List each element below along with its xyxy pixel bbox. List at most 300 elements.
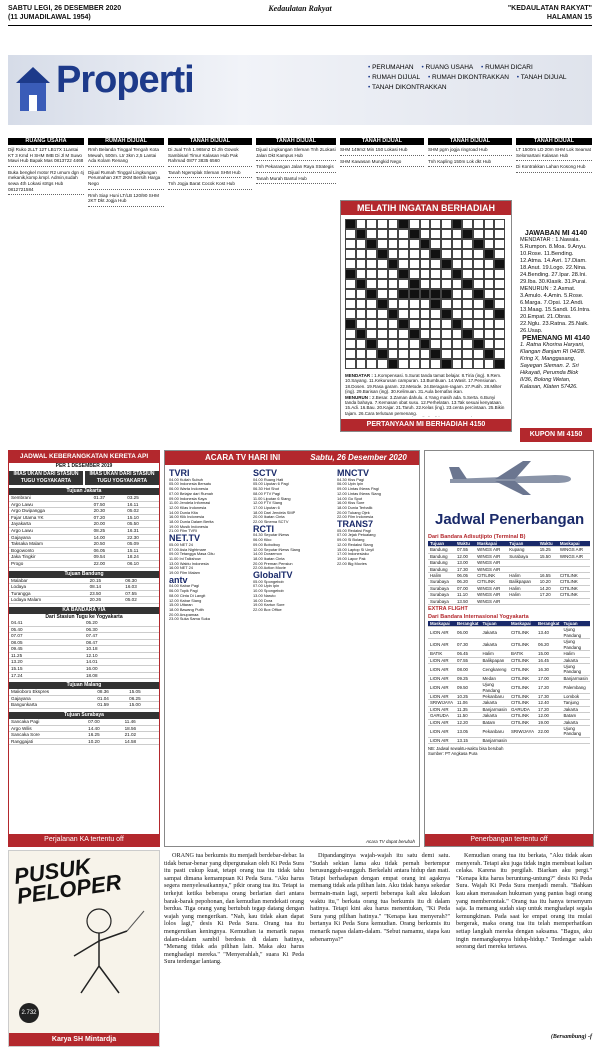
crossword-cell: [430, 289, 441, 299]
classified-ad: Rmh Belanda Tinggal Tengah Kota Mewah, 500m. Ltr 3km 2,5 Lantai Ada Kolam Renang: [88, 147, 164, 167]
table-row: [9, 554, 159, 561]
rules-label: [345, 416, 397, 417]
header-rule: [8, 25, 592, 26]
table-cell: 15.00: [127, 702, 159, 709]
program-item: 12.00 Redaksi Siang: [337, 541, 373, 547]
serial-story-illustration: [8, 850, 160, 1047]
program-item: 12.00 Lintas iNews Siang: [337, 490, 381, 496]
crossword-cell: [484, 249, 495, 259]
crossword-cell: [452, 219, 463, 229]
crossword-cell: [398, 349, 409, 359]
table-cell: 16.11: [125, 501, 159, 508]
classified-column: [516, 138, 592, 226]
extra-flight-label: EXTRA FLIGHT: [428, 606, 468, 613]
crossword-cell: [398, 219, 409, 229]
program-item: 20.00 Tukang Ojek: [337, 509, 370, 515]
issue-number: 2.732: [19, 1003, 39, 1023]
classified-ad: SHM Kawasan Mungkid Nego: [340, 159, 424, 168]
crossword-cell: [409, 359, 420, 369]
table-cell: 17.30: [455, 566, 475, 572]
crossword-cell: [356, 309, 367, 319]
table-cell: CITILINK: [509, 719, 536, 725]
table-cell: 06.30: [123, 578, 159, 584]
flight-table: [428, 621, 590, 744]
warrior-illustration-icon: [49, 901, 149, 996]
program-item: 16.00 Kiss Sore: [337, 500, 365, 506]
program-item: 08.00 FTV Pagi: [253, 490, 281, 496]
answers-panel: [520, 230, 592, 391]
crossword-cell: [409, 259, 420, 269]
table-cell: CITILINK: [509, 627, 536, 639]
story-text: Kemudian orang tua itu berkata, "Aku tidak akan menyerah. Tetapi aku juga tidak ingin membuat kalian celaka. Karena itu pergilah. Biarkan aku pergi." "Kenapa kita harus beruntung-untung?" desis Ki Peda Sura. Wajah Ki Peda Sura menjadi merah. "Bahkan kau akan merasakan hukuman yang pantas bagi orang yang memberontak." Orang tua itu hanya tersenyum saja. Ia memang sudah siap untuk menghadapi segala kemungkinan. Pada saat ke empat orang itu mulai bergerak, maka orang tua itu telah memperhatikan setiap langkah mereka dengan saksama. "Bagus, aku ingin memangkapnya hidup-hidup." Terdengar salah seorang dari mereka tertawa.: [456, 852, 592, 951]
category-item: • PERUMAHAN: [368, 64, 414, 71]
crossword-cell: [356, 339, 367, 349]
crossword-cell: [356, 229, 367, 239]
table-cell: 06.45: [455, 651, 480, 657]
table-cell: 14.58: [123, 738, 159, 745]
program-item: 15.00 Laptop Si Unyil: [337, 546, 374, 552]
crossword-cell: [388, 239, 399, 249]
table-cell: Surabaya: [507, 553, 537, 559]
program-item: 06.00 Topik Pagi: [169, 588, 198, 594]
classified-ad: Dijl Ruko 2LLT 12T LB17X 1Lantai KT 3 Kmd H SHM IMB Di Jl M Suwo Mawi Hub Bapak Mas 0813722 4468: [8, 147, 84, 167]
program-item: 09.00 Indonesia Kaya: [169, 495, 207, 501]
crossword-cell: [462, 299, 473, 309]
crossword-cell: [484, 329, 495, 339]
table-cell: 06.00: [455, 627, 480, 639]
table-header-cell: Waktu: [538, 541, 558, 547]
crossword-cell: [430, 259, 441, 269]
crossword-cell: [494, 249, 505, 259]
table-cell: GARUDA: [428, 713, 455, 719]
table-cell: 16.31: [125, 527, 159, 534]
table-cell: Surabaya: [428, 592, 455, 598]
program-item: 05.00 Liputan 6 Pagi: [253, 481, 289, 487]
table-cell: 07.55: [455, 657, 480, 663]
crossword-cell: [356, 329, 367, 339]
crossword-cell: [377, 279, 388, 289]
program-item: 19.00 Kartun Sore: [253, 602, 285, 608]
table-cell: 11.06: [455, 700, 480, 706]
table-cell: 22.00: [92, 560, 126, 567]
program-item: 14.00 Dunia Kita: [169, 509, 198, 515]
crossword-cell: [462, 309, 473, 319]
table-cell: 07.00: [86, 719, 122, 725]
table-cell: 08.05: [9, 639, 84, 646]
crossword-cell: [441, 269, 452, 279]
table-cell: Lodaya Malam: [9, 597, 88, 604]
table-cell: Gajayana: [9, 534, 92, 541]
tv-title: ACARA TV HARI INI: [205, 453, 281, 462]
train-table: [9, 495, 159, 568]
table-cell: 14.20: [538, 585, 558, 591]
table-cell: 13.20: [9, 659, 84, 666]
crossword-cell: [484, 319, 495, 329]
crossword-cell: [398, 229, 409, 239]
train-table: [9, 578, 159, 604]
classified-column: [428, 138, 512, 196]
program-item: 18.00 Bawang Putih: [169, 606, 204, 612]
program-item: 05.00 NET 24: [169, 541, 193, 547]
table-cell: Kupang: [507, 547, 537, 553]
channel-logo: TVRI: [169, 469, 190, 478]
table-cell: Fajar Utama YK: [9, 514, 92, 521]
classified-ad: Dijual Lingkungan Sleman Tnh 2Lokasi Jalan Dkt Kampus Hub: [256, 147, 336, 161]
crossword-cell: [441, 279, 452, 289]
crossword-cell: [462, 349, 473, 359]
crossword-cell: [345, 329, 356, 339]
crossword-cell: [441, 289, 452, 299]
table-cell: Bangunkarta: [9, 702, 95, 709]
table-row: [9, 521, 159, 528]
table-cell: CITILINK: [509, 693, 536, 699]
crossword-cell: [441, 299, 452, 309]
table-cell: Surabaya: [428, 585, 455, 591]
story-column: [310, 852, 450, 1042]
crossword-cell: [398, 279, 409, 289]
program-item: 04.00 Ruang Hati: [253, 476, 284, 482]
crossword-cell: [441, 239, 452, 249]
crossword-cell: [441, 359, 452, 369]
table-cell: Malabar: [9, 578, 88, 584]
table-cell: LION AIR: [428, 639, 455, 651]
table-cell: 17.30: [536, 693, 561, 699]
train-table: [9, 689, 159, 709]
table-cell: Medan: [481, 675, 510, 681]
classified-ad: SHM 149m2 Min 150 Lokasi Hub: [340, 147, 424, 156]
program-item: 06.00 Kiko: [253, 537, 272, 543]
table-cell: BATIK: [509, 651, 536, 657]
table-row: [9, 738, 159, 745]
table-cell: LION AIR: [428, 725, 455, 737]
program-item: 12.00 FTV Siang: [253, 500, 283, 506]
crossword-cell: [356, 249, 367, 259]
classified-column: [340, 138, 424, 196]
crossword-cell: [345, 279, 356, 289]
table-cell: 13.50: [455, 598, 475, 604]
crossword-cell: [462, 239, 473, 249]
table-cell: 01.59: [95, 702, 127, 709]
masthead: Kedaulatan Rakyat: [268, 4, 332, 13]
category-item: • TANAH DIKONTRAKKAN: [368, 84, 447, 91]
table-cell: Halim: [428, 573, 455, 579]
route-heading: Tujuan Jakarta: [9, 488, 159, 495]
crossword-cell: [420, 279, 431, 289]
crossword-cell: [430, 299, 441, 309]
program-item: 13.00 Waktu Indonesia: [169, 560, 209, 566]
table-header-cell: Maskapai: [558, 541, 590, 547]
crossword-cell: [345, 339, 356, 349]
mendatar-clues: 1.Kompensasi. 5.Surat tanda tamat belajar. 8.Tiria (ing). 9.Rem. 10.Sayang. 11.Kekurusan campuran. 13.Bumbuan. 14.Wasit. 17.Pensiunan. 18.Dosen. 19.Rasa garam. 22.Metode. 24.Beragam-ragam. 27.Putih. 28.Milter (ing). 29.Barisan (ing). 30.Kelimuan. 31.Aula bernafas ikan.: [345, 373, 502, 395]
crossword-cell: [388, 279, 399, 289]
table-cell: WINGS AIR: [475, 598, 507, 604]
crossword-cell: [430, 329, 441, 339]
table-cell: Ujung Pandang: [562, 627, 591, 639]
crossword-cell: [430, 319, 441, 329]
crossword-cell: [420, 299, 431, 309]
flight-source: Sumber: PT Angkasa Pura: [428, 751, 478, 757]
table-cell: Progo: [9, 560, 92, 567]
program-item: 22.00 Film Indonesia: [337, 514, 374, 520]
crossword-cell: [441, 249, 452, 259]
table-cell: 06.25: [127, 695, 159, 702]
tv-schedule: [164, 450, 420, 847]
table-row: [428, 737, 590, 743]
crossword-cell: [484, 259, 495, 269]
crossword-cell: [420, 349, 431, 359]
table-cell: SRIWIJAYA: [430, 700, 454, 706]
crossword-cell: [473, 269, 484, 279]
table-row: [9, 732, 159, 739]
table-row: [9, 597, 159, 604]
table-cell: 05.02: [123, 597, 159, 604]
table-cell: Pekanbaru: [481, 725, 510, 737]
table-cell: Sancaka Pagi: [9, 719, 86, 725]
table-row: [9, 560, 159, 567]
crossword-cell: [441, 349, 452, 359]
crossword-cell: [473, 339, 484, 349]
table-cell: 20.15: [88, 578, 124, 584]
table-cell: CITILINK: [558, 579, 590, 585]
crossword-cell: [473, 229, 484, 239]
crossword-cell: [494, 229, 505, 239]
crossword-cell: [409, 249, 420, 259]
crossword-cell: [377, 219, 388, 229]
program-item: 05.00 Redaksi Pagi: [337, 527, 371, 533]
table-cell: CITILINK: [475, 579, 507, 585]
crossword-cell: [452, 259, 463, 269]
crossword-cell: [345, 219, 356, 229]
crossword-cell: [452, 359, 463, 369]
crossword-cell: [430, 219, 441, 229]
crossword-cell: [388, 289, 399, 299]
table-cell: Ranggajati: [9, 738, 86, 745]
crossword-cell: [420, 339, 431, 349]
page-indicator: [508, 13, 592, 22]
table-cell: 18.08: [84, 672, 159, 679]
table-cell: CITILINK: [509, 682, 536, 694]
table-cell: 07.20: [92, 514, 126, 521]
table-row: [428, 663, 590, 675]
table-cell: 13.05: [455, 725, 480, 737]
table-row: [9, 584, 159, 591]
crossword-cell: [377, 269, 388, 279]
crossword-cell: [484, 229, 495, 239]
program-item: 11.00 Liputan 6 Siang: [253, 495, 291, 501]
story-text: ORANG tua berkumis itu menjadi berdebar-debar. Ia tidak benar-benar yang dipergunakan oleh Ki Peda Sura itu pasti cukup kuat, tetapi orang tua itu tidak tahu sampai dimana kemampuan Ki Peda Sura. "Aku harus segera menyelesaikannya," pikir orang tua itu. Tetapi ia terkejut ketika beberapa orang berlarian dari antara barak-barak pepohonan, dan kemudian mendekati orang berdua. Tiga orang yang bertubuh tegap datang dengan wajah yang mengerikan. "Nah, kau tidak akan dapat lolos lagi," desis Ki Peda Sura. Orang tua itu mengerutkan keningnya. Kemudian ia menarik napas dalam-dalam sambil berdesis di dalam hatinya, "Menang tidak ada pilihan lain. Maka aku harus menghadapi mereka." "Menyerahlah," suara Ki Peda Sura terdengar lantang.: [164, 852, 304, 966]
table-cell: Ujung Pandang: [481, 682, 510, 694]
crossword-cell: [473, 299, 484, 309]
table-cell: Ujung Pandang: [562, 663, 591, 675]
crossword-cell: [366, 309, 377, 319]
crossword-grid: [345, 219, 505, 369]
program-item: 04.00 Kabar Pagi: [169, 583, 200, 589]
crossword-cell: [494, 329, 505, 339]
table-cell: 12.40: [536, 700, 561, 706]
crossword-cell: [420, 289, 431, 299]
table-cell: 06.30: [84, 626, 159, 633]
program-item: 09.00 Boboiboy: [253, 541, 281, 547]
table-header-cell: Waktu: [455, 541, 475, 547]
table-cell: 13.00: [455, 560, 475, 566]
crossword-cell: [356, 239, 367, 249]
table-cell: 10.20: [538, 579, 558, 585]
channel-logo: TRANS7: [337, 519, 374, 530]
table-cell: 08.14: [88, 584, 124, 591]
crossword-cell: [377, 239, 388, 249]
table-row: [9, 702, 159, 709]
table-cell: 06.05: [92, 547, 126, 554]
table-cell: 12.20: [455, 719, 480, 725]
table-cell: LION AIR: [428, 627, 455, 639]
table-cell: Bandung: [428, 547, 455, 553]
column-heading: RUANG USAHA: [8, 138, 84, 145]
table-row: [9, 590, 159, 597]
crossword-cell: [473, 239, 484, 249]
table-cell: Banjarmasin: [481, 706, 510, 712]
crossword-cell: [388, 249, 399, 259]
table-row: [428, 725, 590, 737]
crossword-cell: [345, 359, 356, 369]
table-cell: SRIWIJAYA: [509, 725, 536, 737]
crossword-cell: [494, 309, 505, 319]
crossword-cell: [494, 299, 505, 309]
winners-title: PEMENANG MI 4140: [522, 335, 590, 342]
table-cell: 18.56: [123, 725, 159, 732]
crossword-cell: [494, 289, 505, 299]
crossword-cell: [356, 319, 367, 329]
table-cell: CITILINK: [509, 639, 536, 651]
table-cell: Malioboro Ekspres: [9, 689, 95, 695]
table-row: [428, 598, 590, 604]
table-cell: 01.37: [92, 495, 126, 501]
table-cell: Surabaya: [428, 598, 455, 604]
table-cell: [509, 737, 536, 743]
crossword-cell: [452, 349, 463, 359]
crossword-cell: [462, 269, 473, 279]
program-item: 04.30 Kiss Pagi: [337, 476, 365, 482]
story-column: [164, 852, 304, 1042]
crossword-cell: [409, 319, 420, 329]
crossword-cell: [462, 319, 473, 329]
table-cell: BATIK: [428, 651, 455, 657]
table-cell: Argo Lawu: [9, 527, 92, 534]
category-item: • RUMAH DIJUAL: [368, 74, 420, 81]
program-item: 08.00 Cinta Di Langit: [169, 592, 206, 598]
table-cell: 06.20: [536, 639, 561, 651]
crossword-cell: [462, 329, 473, 339]
crossword-cell: [430, 339, 441, 349]
crossword-cell: [462, 249, 473, 259]
route-subheading: Dari Stasiun Tugu ke Yogyakarta: [45, 613, 123, 620]
table-cell: 16.30: [536, 663, 561, 675]
crossword-cell: [409, 329, 420, 339]
train-subtitle: PER 1 DESEMBER 2019: [55, 463, 113, 469]
tv-note: Acara TV dapat berubah: [365, 839, 415, 844]
table-cell: 09.50: [455, 682, 480, 694]
classified-ad: Buka bengkel motor R2 umum dgn 4j mekanik,komp.kmpl. Admin,sudah sewa 4th Lokasi strtgs Hub 0812721584: [8, 170, 84, 195]
crossword-cell: [494, 239, 505, 249]
program-item: 11.00 Jendela Informasi: [169, 500, 211, 506]
column-heading: TANAH DIJUAL: [516, 138, 592, 145]
table-cell: 09.45: [9, 646, 84, 653]
crossword-cell: [452, 339, 463, 349]
table-cell: 06.05: [455, 573, 475, 579]
crossword-cell: [388, 309, 399, 319]
table-cell: WINGS AIR: [475, 566, 507, 572]
crossword-cell: [388, 319, 399, 329]
channel-logo: GlobalTV: [253, 570, 293, 581]
program-item: 07.00 Asia Nightmare: [169, 546, 207, 552]
program-item: 12.00 Kabar Siang: [169, 597, 202, 603]
mendatar-label: MENDATAR :: [345, 373, 373, 378]
crossword-cell: [452, 229, 463, 239]
crossword-cell: [356, 269, 367, 279]
table-cell: 19.00: [536, 719, 561, 725]
table-row: [428, 627, 590, 639]
table-cell: 15.10: [125, 514, 159, 521]
program-item: 11.00 Ini Talkshow: [169, 555, 201, 561]
classified-column: [88, 138, 164, 438]
crossword-title: MELATIH INGATAN BERHADIAH: [341, 201, 511, 215]
crossword-cell: [430, 269, 441, 279]
crossword-cell: [345, 299, 356, 309]
crossword-cell: [441, 219, 452, 229]
crossword-cell: [356, 349, 367, 359]
classified-ad: Di Jual Tnh 1.965m2 Di Jln Gowok Sambisari Timur Kalasan Hub Pak Rahmad 0877 3835 6560: [168, 147, 252, 167]
table-cell: 08.47: [84, 639, 159, 646]
crossword-cell: [366, 219, 377, 229]
crossword-cell: [366, 299, 377, 309]
crossword-cell: [484, 239, 495, 249]
crossword-cell: [494, 269, 505, 279]
crossword-footer: PERTANYAAN MI BERHADIAH 4150: [341, 419, 511, 431]
table-cell: 05.50: [125, 521, 159, 528]
table-row: [9, 534, 159, 541]
section-banner: [8, 55, 592, 125]
table-cell: CITILINK: [558, 592, 590, 598]
crossword-cell: [377, 359, 388, 369]
crossword-cell: [441, 319, 452, 329]
table-cell: 09.54: [92, 554, 126, 561]
crossword-cell: [484, 289, 495, 299]
table-cell: Jaka Tingkir: [9, 554, 92, 561]
crossword-cell: [484, 349, 495, 359]
crossword-cell: [473, 219, 484, 229]
train-schedule: [8, 450, 160, 847]
program-item: 21.00 Film TVRI: [169, 528, 198, 534]
column-heading: TANAH DIJUAL: [340, 138, 424, 145]
table-header-cell: Tujuan: [481, 621, 510, 627]
table-cell: Banjarmasin: [481, 737, 510, 743]
table-cell: Balikpapan: [481, 657, 510, 663]
table-cell: Ujung Pandang: [562, 639, 591, 651]
crossword-cell: [494, 259, 505, 269]
table-cell: 07.55: [123, 590, 159, 597]
tv-column: [253, 469, 335, 842]
table-cell: 16.55: [538, 573, 558, 579]
crossword-cell: [441, 329, 452, 339]
page-header: [8, 4, 592, 24]
table-cell: LION AIR: [428, 706, 455, 712]
book-title: PUSUK PELOPER: [12, 853, 123, 909]
program-item: 05.00 Indonesia Bersatu: [169, 481, 212, 487]
crossword-cell: [473, 319, 484, 329]
crossword-cell: [484, 309, 495, 319]
table-cell: LION AIR: [428, 682, 455, 694]
table-cell: Halim: [481, 651, 510, 657]
crossword-cell: [388, 329, 399, 339]
